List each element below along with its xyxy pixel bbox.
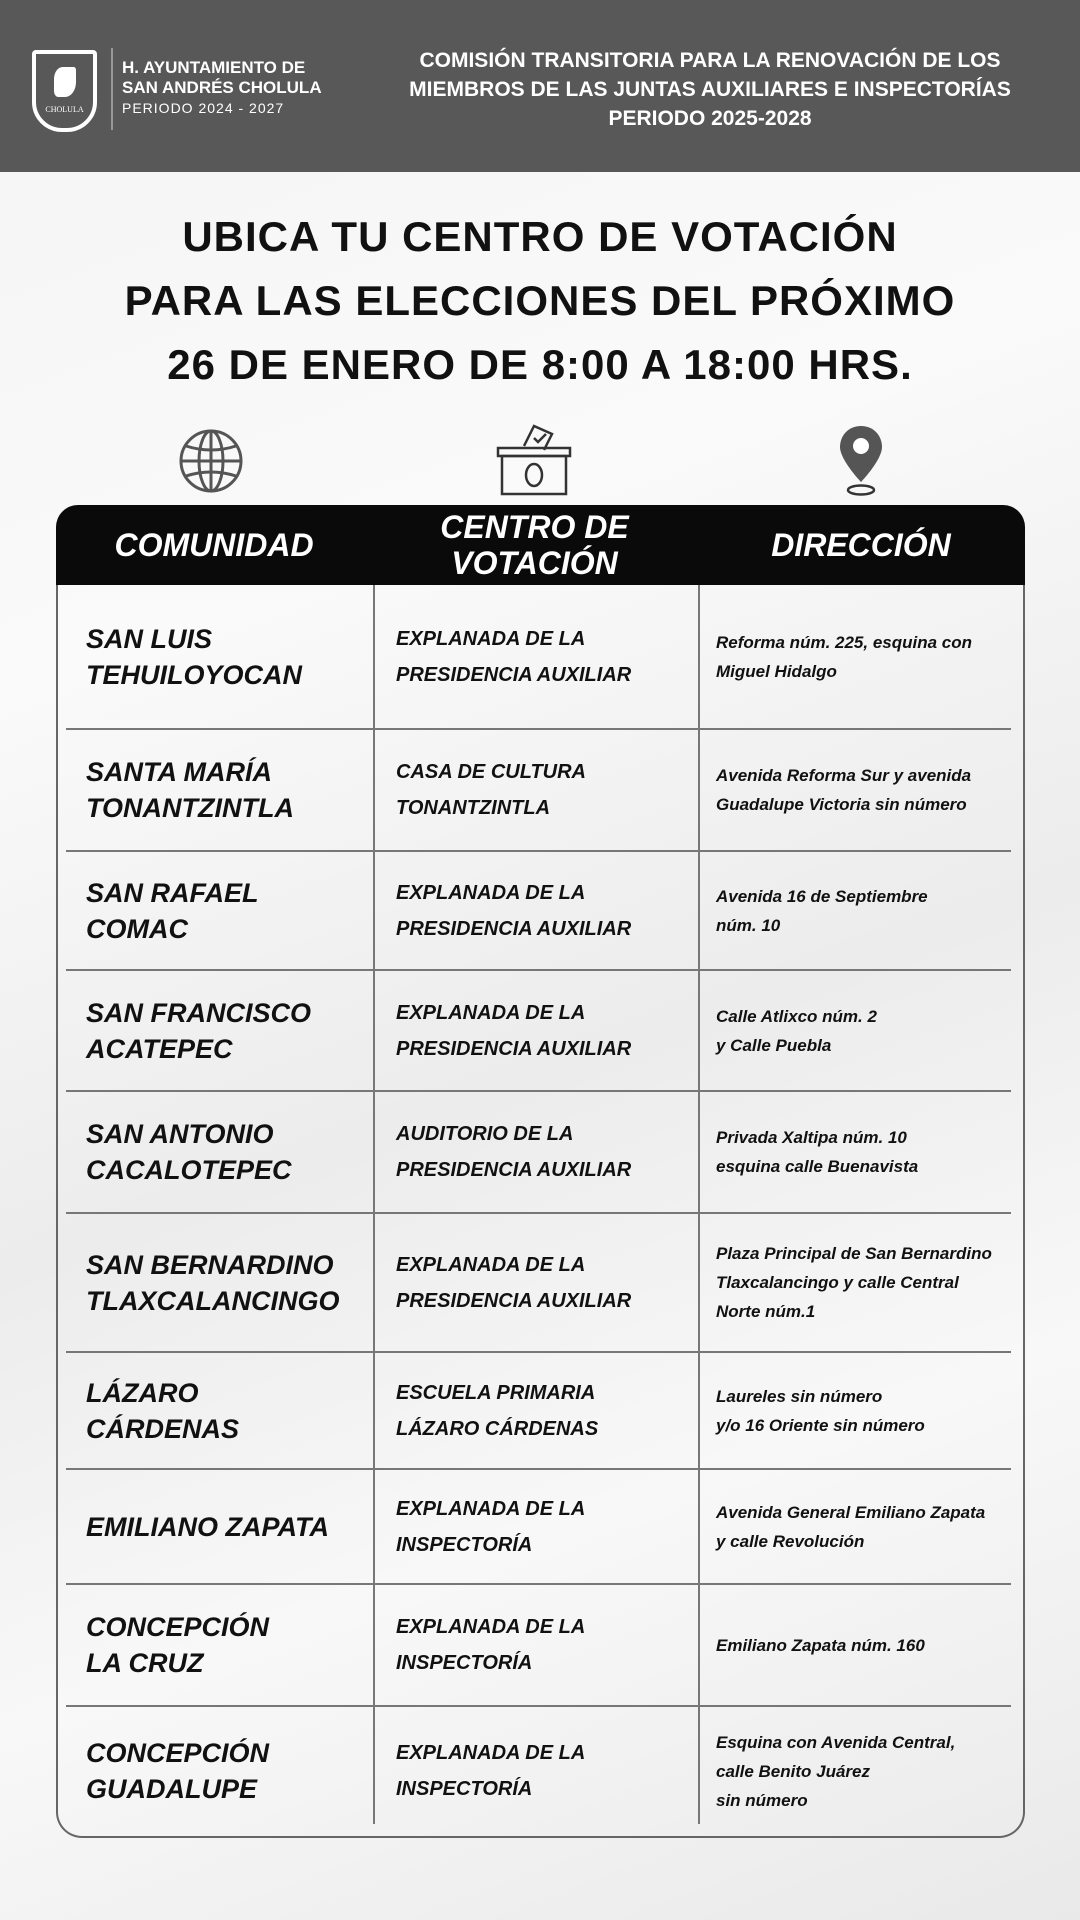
centro-line: EXPLANADA DE LA [396, 1001, 586, 1024]
centro-line: EXPLANADA DE LA [396, 881, 586, 904]
commission-line2: MIEMBROS DE LAS JUNTAS AUXILIARES E INSPECTORÍAS [409, 78, 1011, 101]
comunidad-line: CONCEPCIÓN [86, 1612, 270, 1642]
comunidad-line: ACATEPEC [86, 1033, 233, 1064]
cell-comunidad [86, 1707, 376, 1835]
direccion-line: Guadalupe Victoria sin número [716, 795, 967, 814]
direccion-line: y Calle Puebla [716, 1035, 832, 1055]
comunidad-line: TEHUILOYOCAN [86, 659, 302, 690]
direccion-line: núm. 10 [716, 915, 781, 935]
comunidad-line: TONANTZINTLA [86, 793, 294, 823]
centro-line: PRESIDENCIA AUXILIAR [396, 1289, 632, 1312]
comunidad-line: SAN ANTONIO [86, 1119, 274, 1149]
direccion-line: Miguel Hidalgo [716, 661, 837, 681]
cell-comunidad [86, 585, 376, 728]
table-row [66, 1470, 1011, 1585]
direccion-line: calle Benito Juárez [716, 1761, 871, 1781]
cell-centro [396, 1470, 686, 1583]
centro-line: INSPECTORÍA [396, 1652, 533, 1674]
location-pin-icon [838, 424, 884, 496]
direccion-line: y/o 16 Oriente sin número [716, 1415, 925, 1435]
table-row [66, 1214, 1011, 1353]
commission-title [360, 46, 1060, 133]
table-row [66, 1707, 1011, 1835]
table-row [66, 1353, 1011, 1470]
org-line1: H. AYUNTAMIENTO DE [122, 58, 306, 77]
comunidad-line: CÁRDENAS [86, 1413, 240, 1444]
centro-line: TONANTZINTLA [396, 797, 551, 819]
direccion-line: Emiliano Zapata núm. 160 [716, 1635, 925, 1655]
cell-direccion [716, 852, 1021, 969]
centro-line: PRESIDENCIA AUXILIAR [396, 1037, 632, 1060]
org-period: PERIODO 2024 - 2027 [122, 100, 285, 116]
direccion-line: Tlaxcalancingo y calle Central [716, 1273, 959, 1292]
comunidad-line: COMAC [86, 913, 188, 944]
table-row [66, 1092, 1011, 1214]
centro-line: EXPLANADA DE LA [396, 1497, 586, 1520]
header-comunidad: COMUNIDAD [114, 527, 314, 563]
cell-comunidad [86, 730, 376, 850]
centro-line: CASA DE CULTURA [396, 761, 586, 783]
direccion-line: Laureles sin número [716, 1386, 883, 1406]
cell-centro [396, 585, 686, 728]
centro-line: PRESIDENCIA AUXILIAR [396, 1159, 632, 1181]
table-row [66, 971, 1011, 1092]
direccion-line: Reforma núm. 225, esquina con [716, 632, 973, 652]
cell-centro [396, 1092, 686, 1212]
centro-line: PRESIDENCIA AUXILIAR [396, 917, 632, 940]
header-direccion: DIRECCIÓN [771, 527, 951, 563]
direccion-line: Avenida 16 de Septiembre [716, 886, 928, 906]
cell-centro [396, 1585, 686, 1705]
direccion-line: Esquina con Avenida Central, [716, 1732, 956, 1752]
table-row [66, 585, 1011, 730]
cell-comunidad [86, 1214, 376, 1351]
cholula-logo [32, 50, 97, 132]
cell-direccion [716, 1353, 1021, 1468]
cell-centro [396, 971, 686, 1090]
cell-direccion [716, 585, 1021, 728]
table-row [66, 852, 1011, 971]
comunidad-line: LA CRUZ [86, 1648, 204, 1678]
direccion-line: Avenida General Emiliano Zapata [716, 1502, 986, 1522]
direccion-line: Privada Xaltipa núm. 10 [716, 1128, 907, 1147]
cell-centro [396, 1214, 686, 1351]
cell-direccion [716, 1585, 1021, 1705]
commission-line1: COMISIÓN TRANSITORIA PARA LA RENOVACIÓN DE LOS [419, 49, 1001, 72]
table-row [66, 730, 1011, 852]
logo-text: CHOLULA [45, 105, 84, 114]
table-header [56, 505, 1025, 585]
cell-direccion [716, 730, 1021, 850]
table-row [66, 1585, 1011, 1707]
voting-centers-table [56, 585, 1025, 1838]
centro-line: ESCUELA PRIMARIA [396, 1381, 596, 1404]
cell-direccion [716, 971, 1021, 1090]
ballot-box-icon [496, 422, 574, 496]
cell-comunidad [86, 852, 376, 969]
direccion-line: y calle Revolución [716, 1531, 865, 1551]
cell-comunidad [86, 1470, 376, 1583]
centro-line: PRESIDENCIA AUXILIAR [396, 663, 632, 686]
direccion-line: Calle Atlixco núm. 2 [716, 1006, 877, 1026]
page-title [0, 205, 1080, 397]
title-line2: PARA LAS ELECCIONES DEL PRÓXIMO [124, 277, 956, 324]
title-line1: UBICA TU CENTRO DE VOTACIÓN [182, 213, 898, 260]
header-centro-line2: VOTACIÓN [451, 545, 618, 581]
org-line2: SAN ANDRÉS CHOLULA [122, 78, 322, 97]
cell-comunidad [86, 1092, 376, 1212]
cell-centro [396, 1353, 686, 1468]
centro-line: INSPECTORÍA [396, 1533, 533, 1556]
comunidad-line: LÁZARO [86, 1377, 199, 1408]
centro-line: EXPLANADA DE LA [396, 1616, 586, 1638]
cell-direccion [716, 1214, 1021, 1351]
comunidad-line: EMILIANO ZAPATA [86, 1511, 329, 1542]
centro-line: LÁZARO CÁRDENAS [396, 1417, 599, 1440]
cell-direccion [716, 1470, 1021, 1583]
cell-comunidad [86, 971, 376, 1090]
centro-line: EXPLANADA DE LA [396, 1253, 586, 1276]
comunidad-line: CONCEPCIÓN [86, 1738, 270, 1768]
comunidad-line: SAN RAFAEL [86, 877, 259, 908]
cell-centro [396, 1707, 686, 1835]
comunidad-line: TLAXCALANCINGO [86, 1285, 340, 1316]
direccion-line: Plaza Principal de San Bernardino [716, 1244, 992, 1263]
cell-centro [396, 730, 686, 850]
cell-comunidad [86, 1585, 376, 1705]
title-line3: 26 DE ENERO DE 8:00 A 18:00 HRS. [167, 341, 913, 388]
cell-comunidad [86, 1353, 376, 1468]
header-centro [372, 509, 697, 581]
header-centro-line1: CENTRO DE [440, 509, 629, 545]
cell-direccion [716, 1707, 1021, 1835]
comunidad-line: SAN FRANCISCO [86, 997, 312, 1028]
comunidad-line: CACALOTEPEC [86, 1155, 292, 1185]
header-banner [0, 0, 1080, 172]
comunidad-line: GUADALUPE [86, 1774, 258, 1804]
centro-line: INSPECTORÍA [396, 1778, 533, 1800]
centro-line: EXPLANADA DE LA [396, 1742, 586, 1764]
globe-icon [178, 428, 244, 494]
direccion-line: Avenida Reforma Sur y avenida [716, 766, 972, 785]
organization-name [122, 58, 322, 118]
cell-direccion [716, 1092, 1021, 1212]
commission-line3: PERIODO 2025-2028 [608, 107, 812, 130]
cell-centro [396, 852, 686, 969]
comunidad-line: SAN LUIS [86, 623, 213, 654]
comunidad-line: SAN BERNARDINO [86, 1249, 334, 1280]
centro-line: EXPLANADA DE LA [396, 627, 586, 650]
direccion-line: sin número [716, 1790, 808, 1810]
header-divider [111, 48, 113, 130]
comunidad-line: SANTA MARÍA [86, 757, 272, 787]
direccion-line: esquina calle Buenavista [716, 1157, 919, 1176]
direccion-line: Norte núm.1 [716, 1302, 816, 1321]
centro-line: AUDITORIO DE LA [396, 1123, 574, 1145]
